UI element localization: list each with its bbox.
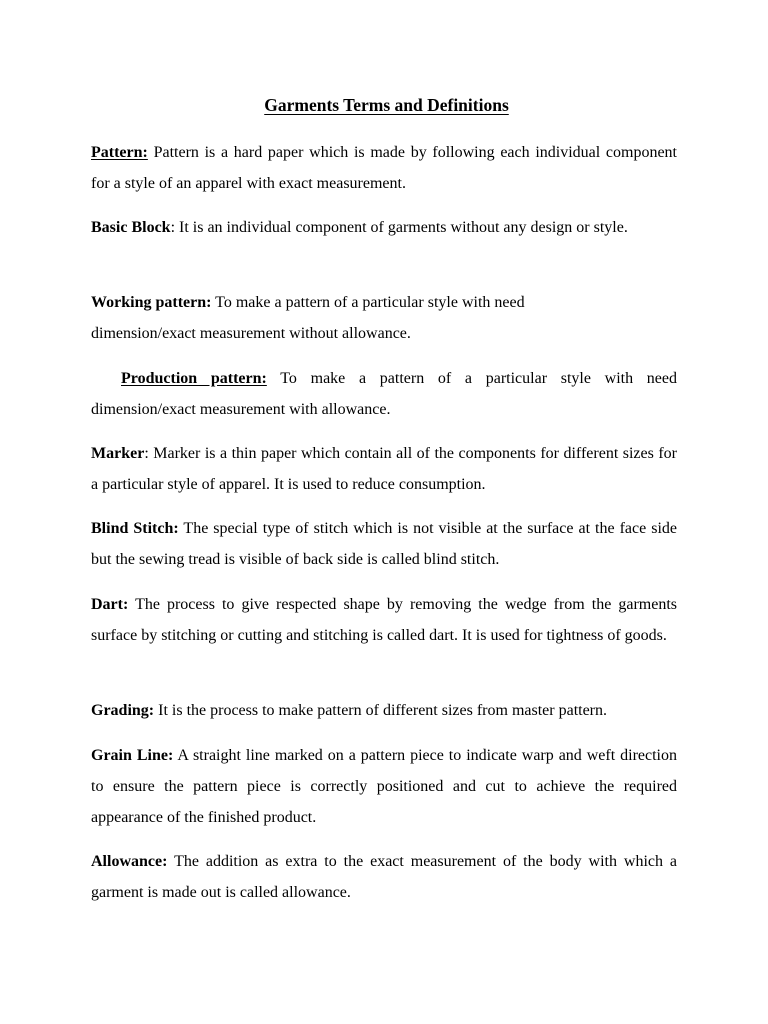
definition-basic-block-text: : It is an individual component of garments without any design or style. bbox=[170, 219, 628, 236]
term-pattern: Pattern: bbox=[91, 144, 148, 161]
term-basic-block: Basic Block bbox=[91, 219, 171, 236]
term-working-pattern: Working pattern: bbox=[91, 294, 212, 311]
definition-grain-line-text: A straight line marked on a pattern piece to indicate warp and weft direction to ensure the pattern piece is correctly positioned and cut to achieve the required appearance of the finished product. bbox=[91, 747, 677, 826]
definition-production-pattern-text: To make a pattern of a particular style with need dimension/exact measurement with allowance. bbox=[91, 370, 678, 418]
document-title-text: Garments Terms and Definitions bbox=[264, 95, 509, 115]
definition-basic-block bbox=[91, 212, 677, 243]
definition-blind-stitch-text: The special type of stitch which is not visible at the surface at the face side but the sewing tread is visible of back side is called blind stitch. bbox=[91, 520, 678, 568]
definition-dart-text: The process to give respected shape by removing the wedge from the garments surface by stitching or cutting and stitching is called dart. It is used for tightness of goods. bbox=[91, 596, 678, 644]
term-production-pattern: Production pattern: bbox=[121, 370, 267, 387]
definition-grading-text: It is the process to make pattern of different sizes from master pattern. bbox=[158, 702, 608, 719]
definition-working-pattern bbox=[91, 287, 591, 349]
term-blind-stitch: Blind Stitch: bbox=[91, 520, 179, 537]
document-title bbox=[0, 93, 768, 117]
definition-allowance-text: The addition as extra to the exact measurement of the body with which a garment is made out is called allowance. bbox=[91, 853, 677, 901]
definition-production-pattern bbox=[91, 363, 677, 425]
definition-working-pattern-text: To make a pattern of a particular style with need dimension/exact measurement without allowance. bbox=[91, 294, 525, 342]
definition-pattern bbox=[91, 137, 677, 199]
definition-blind-stitch bbox=[91, 513, 677, 575]
definition-marker bbox=[91, 438, 677, 500]
definition-grading bbox=[91, 695, 677, 726]
term-grading: Grading: bbox=[91, 702, 155, 719]
definition-pattern-text: Pattern is a hard paper which is made by following each individual component for a style of an apparel with exact measurement. bbox=[91, 144, 678, 192]
term-allowance: Allowance: bbox=[91, 853, 168, 870]
term-grain-line: Grain Line: bbox=[91, 747, 174, 764]
definition-grain-line bbox=[91, 740, 677, 833]
definition-dart bbox=[91, 589, 677, 651]
term-marker: Marker bbox=[91, 445, 145, 462]
definition-marker-text: : Marker is a thin paper which contain all of the components for different sizes for a particular style of apparel. It is used to reduce consumption. bbox=[91, 445, 677, 493]
term-dart: Dart: bbox=[91, 596, 129, 613]
definition-allowance bbox=[91, 846, 677, 908]
